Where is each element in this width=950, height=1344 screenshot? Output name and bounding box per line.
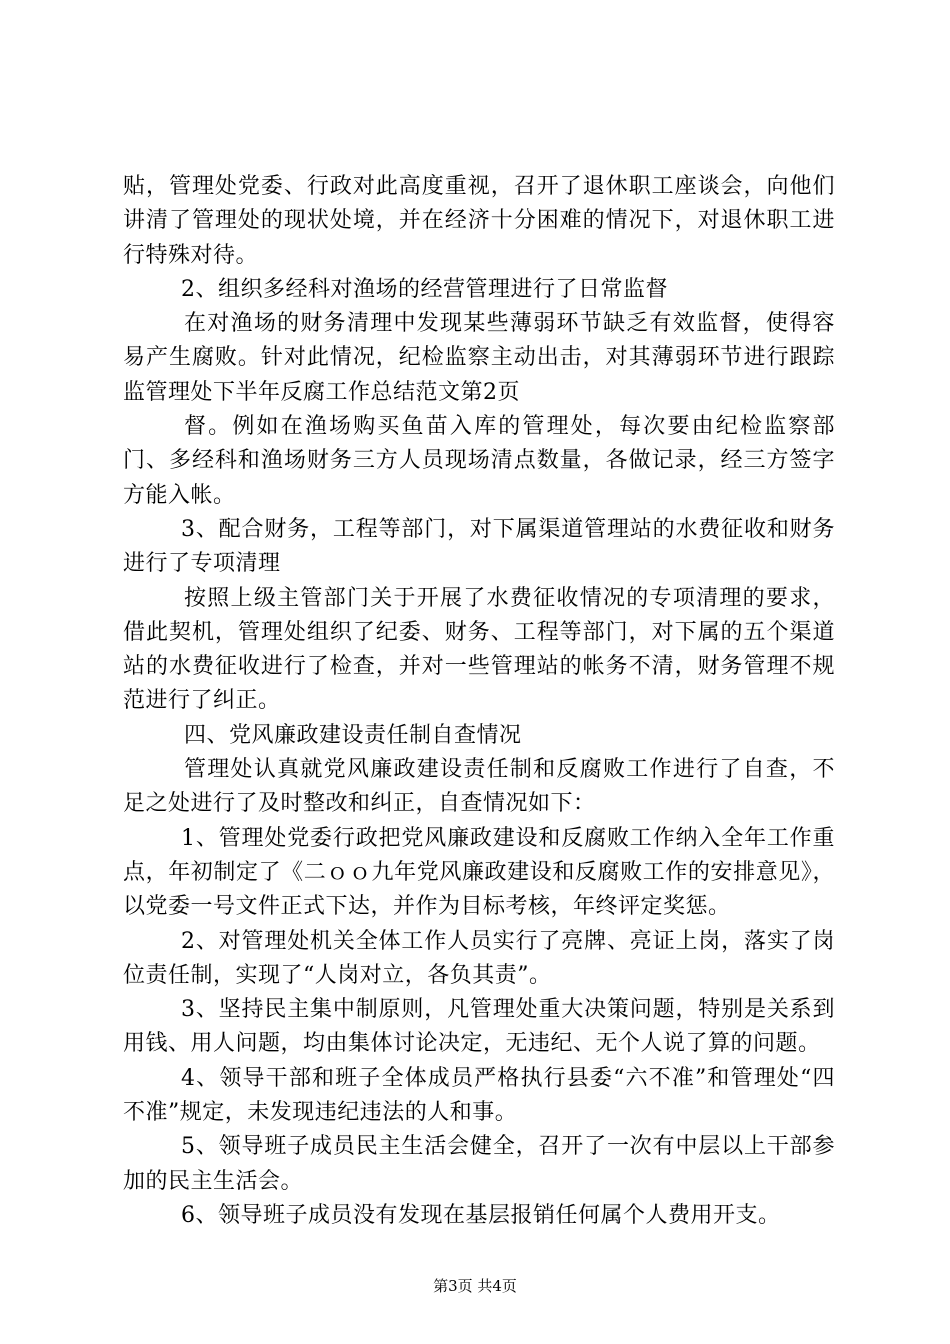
list-item-5: 5、领导班子成员民主生活会健全，召开了一次有中层以上干部参加的民主生活会。: [123, 1134, 835, 1194]
list-item-3: 3、坚持民主集中制原则，凡管理处重大决策问题，特别是关系到用钱、用人问题，均由集体讨论决定，无违纪、无个人说了算的问题。: [123, 997, 835, 1057]
heading-section-four: 四、党风廉政建设责任制自查情况: [184, 722, 522, 748]
paragraph-retiree-treatment: 贴，管理处党委、行政对此高度重视，召开了退休职工座谈会，向他们讲清了管理处的现状处境，并在经济十分困难的情况下，对退休职工进行特殊对待。: [123, 174, 835, 268]
list-item-1: 1、管理处党委行政把党风廉政建设和反腐败工作纳入全年工作重点，年初制定了《二ｏｏ九年党风廉政建设和反腐败工作的安排意见》，以党委一号文件正式下达，并作为目标考核，年终评定奖惩。: [123, 825, 835, 920]
list-item-4: 4、领导干部和班子全体成员严格执行县委“六不准”和管理处“四不准”规定，未发现违纪违法的人和事。: [123, 1065, 835, 1126]
heading-water-fee-cleanup: 3、配合财务，工程等部门，对下属渠道管理站的水费征收和财务进行了专项清理: [123, 516, 835, 577]
paragraph-fry-purchase: 督。例如在渔场购买鱼苗入库的管理处，每次要由纪检监察部门、多经科和渔场财务三方人员现场清点数量，各做记录，经三方签字方能入帐。: [123, 414, 835, 508]
page-footer: 第3页 共4页: [433, 1277, 517, 1295]
paragraph-fishery-finance: 在对渔场的财务清理中发现某些薄弱环节缺乏有效监督，使得容易产生腐败。针对此情况，纪检监察主动出击，对其薄弱环节进行跟踪监管理处下半年反腐工作总结范文第2页: [123, 311, 835, 405]
list-item-2: 2、对管理处机关全体工作人员实行了亮牌、亮证上岗，落实了岗位责任制，实现了“人岗对立，各负其责”。: [123, 928, 835, 988]
heading-fishery-supervision: 2、组织多经科对渔场的经营管理进行了日常监督: [181, 276, 668, 302]
document-body: [123, 170, 835, 1233]
paragraph-self-inspection: 管理处认真就党风廉政建设责任制和反腐败工作进行了自查，不足之处进行了及时整改和纠正，自查情况如下：: [123, 757, 835, 817]
paragraph-water-fee-inspection: 按照上级主管部门关于开展了水费征收情况的专项清理的要求，借此契机，管理处组织了纪委、财务、工程等部门，对下属的五个渠道站的水费征收进行了检查，并对一些管理站的帐务不清，财务管理不规范进行了纠正。: [123, 585, 835, 714]
list-item-6: 6、领导班子成员没有发现在基层报销任何属个人费用开支。: [181, 1202, 781, 1228]
